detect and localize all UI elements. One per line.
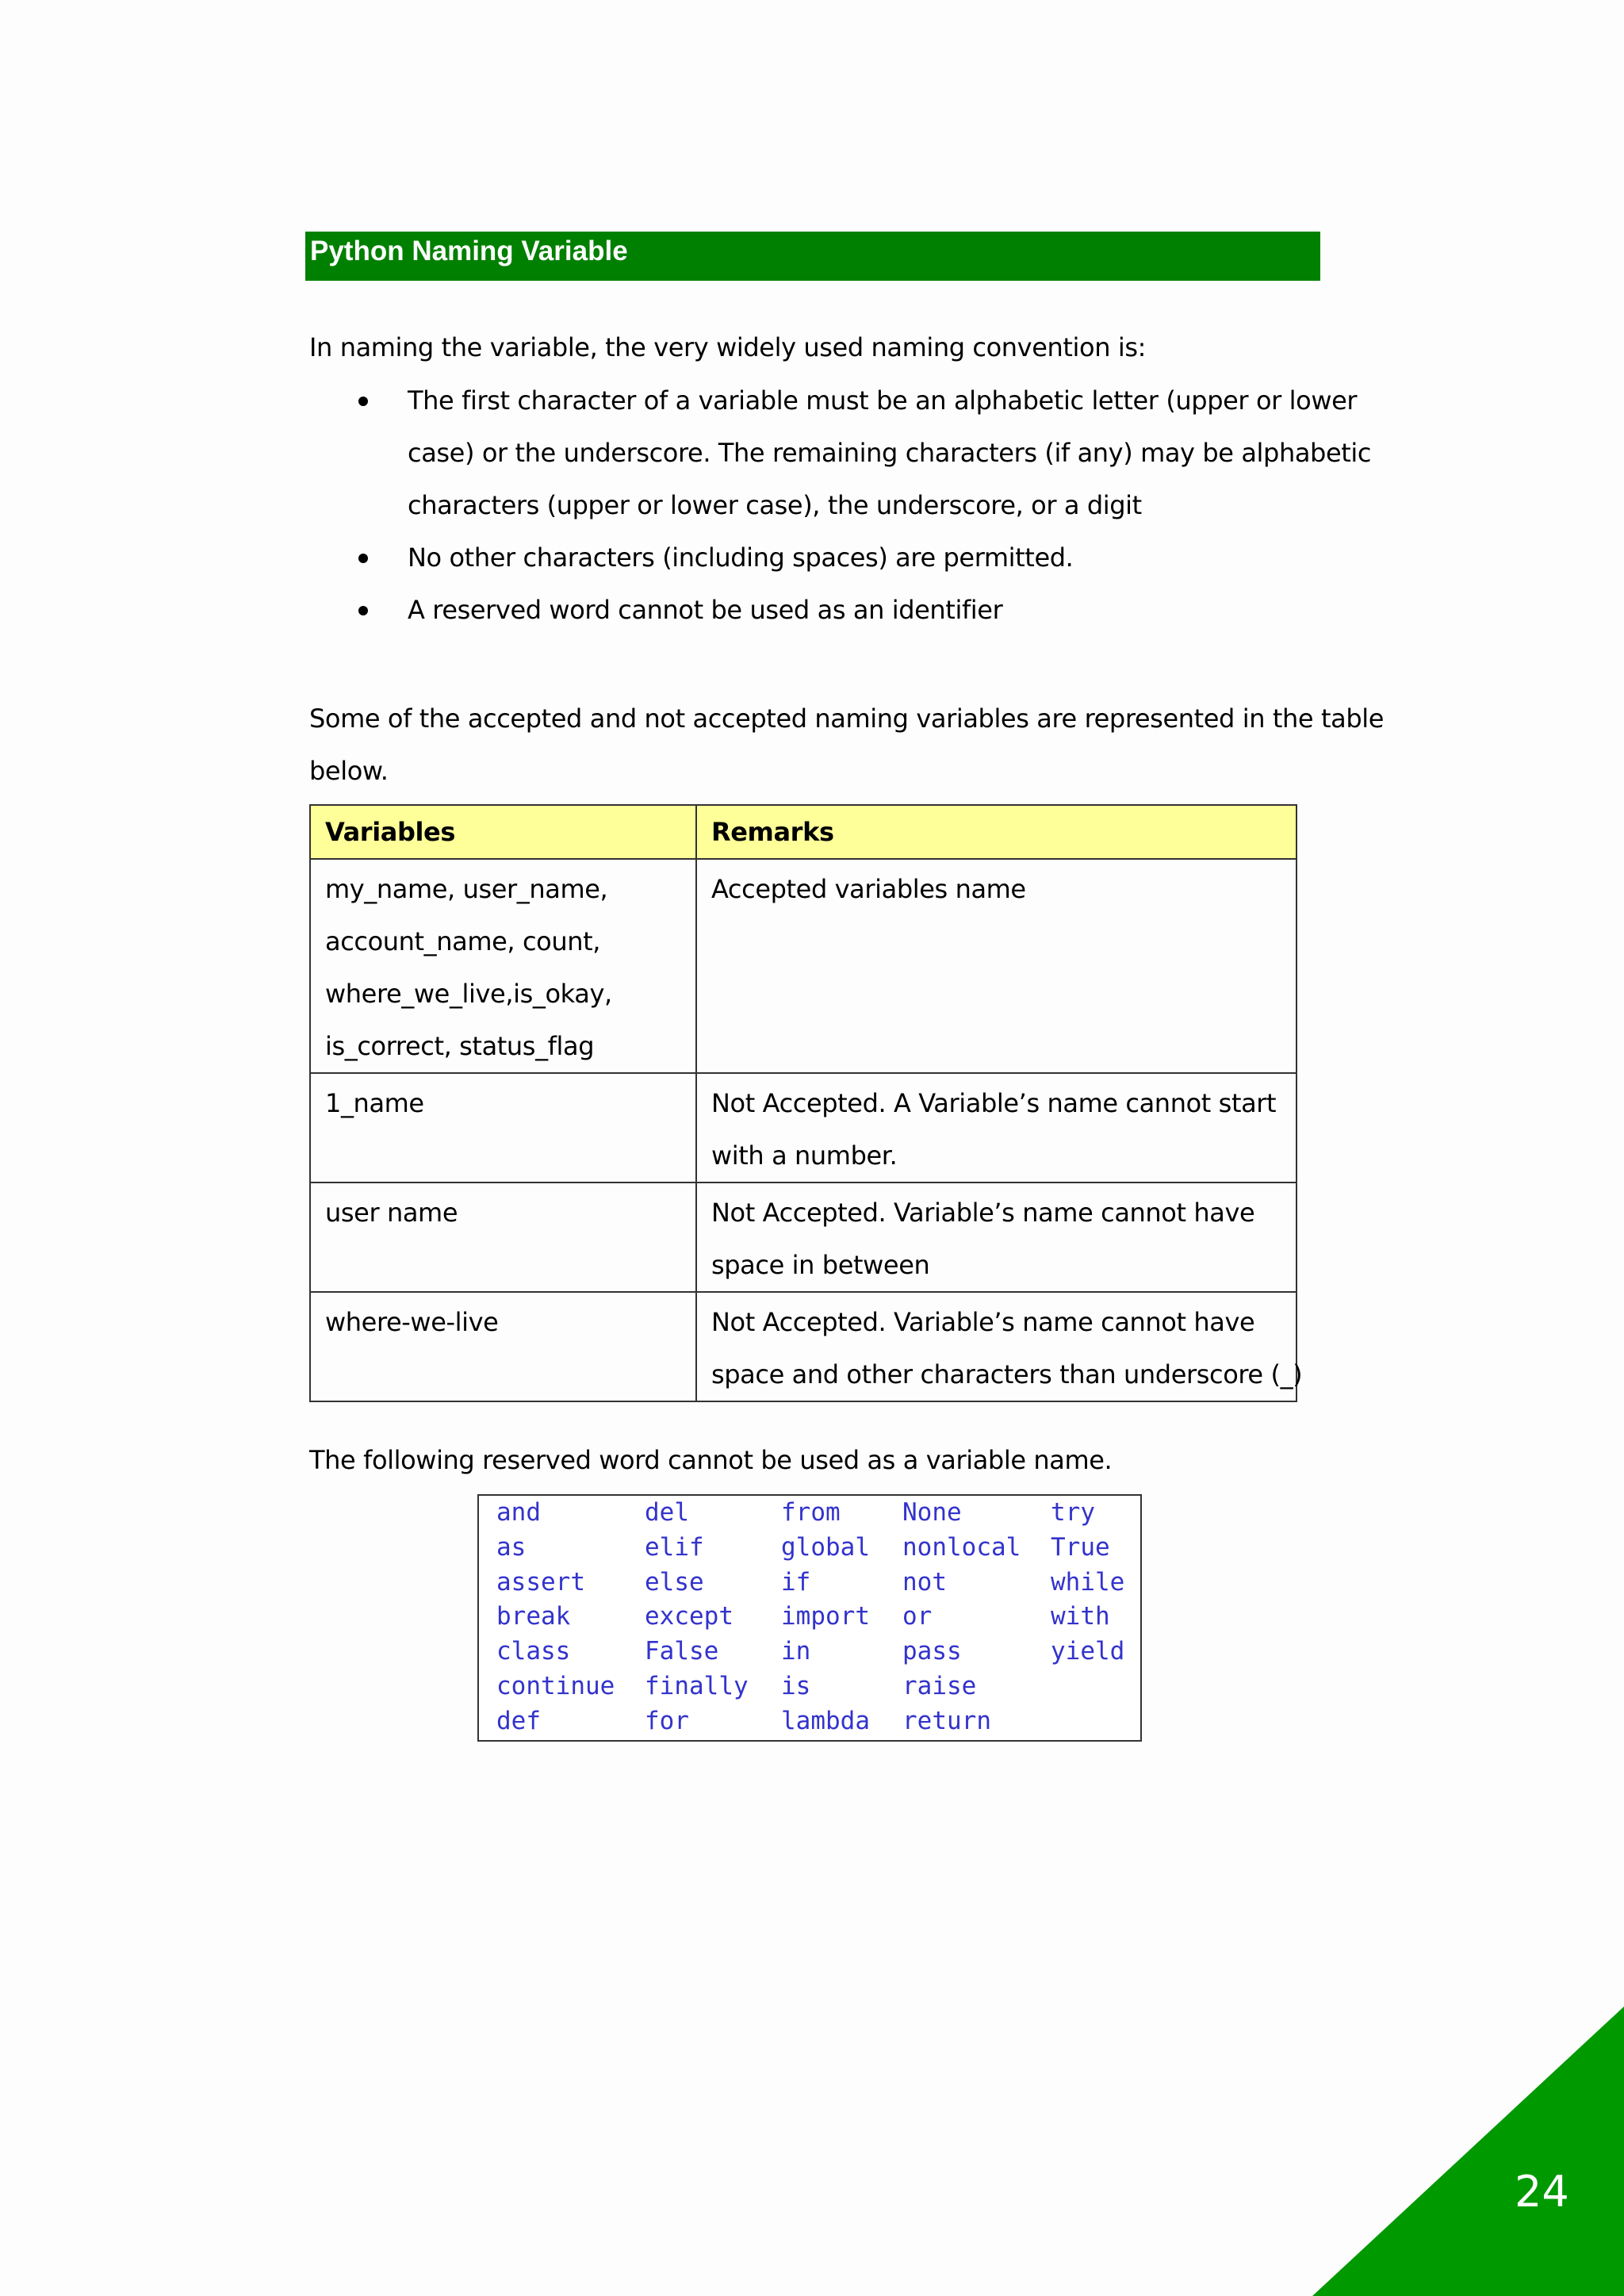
keyword: False bbox=[645, 1637, 719, 1666]
keyword: as bbox=[496, 1532, 527, 1562]
keyword: for bbox=[645, 1706, 689, 1735]
cell-line: 1_name bbox=[325, 1088, 424, 1118]
column-header-remarks: Remarks bbox=[696, 805, 1297, 859]
cell-line: Not Accepted. A Variable’s name cannot start bbox=[711, 1088, 1277, 1118]
variables-cell bbox=[310, 859, 696, 1073]
keyword: and bbox=[496, 1498, 541, 1527]
remarks-cell bbox=[696, 1182, 1297, 1292]
list-item bbox=[309, 374, 1372, 531]
table-intro-line-2: below. bbox=[309, 756, 389, 786]
keyword: with bbox=[1051, 1602, 1110, 1631]
keyword: import bbox=[781, 1602, 870, 1631]
bullet-icon bbox=[358, 554, 368, 563]
keyword: del bbox=[645, 1498, 689, 1527]
list-item-line: The first character of a variable must be an alphabetic letter (upper or lower bbox=[408, 385, 1358, 416]
keyword: def bbox=[496, 1706, 541, 1735]
remarks-cell bbox=[696, 1073, 1297, 1182]
naming-rules-list bbox=[309, 374, 1372, 636]
table-header-row bbox=[310, 805, 1297, 859]
cell-line: Not Accepted. Variable’s name cannot have bbox=[711, 1198, 1255, 1228]
cell-line: with a number. bbox=[711, 1140, 898, 1171]
reserved-words-box bbox=[477, 1494, 1142, 1742]
list-item-line: case) or the underscore. The remaining characters (if any) may be alphabetic bbox=[408, 438, 1372, 468]
keyword: class bbox=[496, 1637, 571, 1666]
keyword-column bbox=[902, 1496, 1021, 1739]
cell-line: space in between bbox=[711, 1250, 930, 1280]
bullet-icon bbox=[358, 397, 368, 406]
keyword: is bbox=[781, 1671, 811, 1700]
cell-line: Accepted variables name bbox=[711, 874, 1026, 904]
cell-line: Not Accepted. Variable’s name cannot have bbox=[711, 1307, 1255, 1337]
list-item bbox=[309, 531, 1324, 584]
keyword: elif bbox=[645, 1532, 704, 1562]
keyword: continue bbox=[496, 1671, 615, 1700]
keyword-column bbox=[1051, 1496, 1124, 1669]
keyword: not bbox=[902, 1567, 947, 1596]
variables-cell bbox=[310, 1292, 696, 1401]
cell-line: account_name, count, bbox=[325, 926, 601, 956]
keyword: assert bbox=[496, 1567, 585, 1596]
keyword: lambda bbox=[781, 1706, 870, 1735]
keyword: else bbox=[645, 1567, 704, 1596]
table-intro-line-1: Some of the accepted and not accepted naming variables are represented in the table bbox=[309, 703, 1385, 734]
keyword: in bbox=[781, 1637, 811, 1666]
keyword-column bbox=[781, 1496, 870, 1739]
keyword-column bbox=[645, 1496, 749, 1739]
cell-line: where_we_live,is_okay, bbox=[325, 979, 612, 1009]
list-item-line: A reserved word cannot be used as an identifier bbox=[408, 595, 1003, 625]
intro-paragraph: In naming the variable, the very widely used naming convention is: bbox=[309, 332, 1146, 362]
keyword: yield bbox=[1051, 1637, 1125, 1666]
cell-line: space and other characters than underscore (_) bbox=[711, 1359, 1303, 1389]
variables-cell bbox=[310, 1182, 696, 1292]
keyword: return bbox=[902, 1706, 991, 1735]
column-header-variables: Variables bbox=[310, 805, 696, 859]
keyword: nonlocal bbox=[902, 1532, 1021, 1562]
table-row bbox=[310, 859, 1297, 1073]
list-item bbox=[309, 584, 1324, 636]
keyword: raise bbox=[902, 1671, 977, 1700]
keyword: global bbox=[781, 1532, 870, 1562]
keyword: break bbox=[496, 1602, 571, 1631]
naming-variables-table bbox=[309, 804, 1303, 1402]
table-row bbox=[310, 1292, 1297, 1401]
table-row bbox=[310, 1182, 1297, 1292]
bullet-icon bbox=[358, 606, 368, 615]
keyword: finally bbox=[645, 1671, 749, 1700]
section-heading-bar bbox=[305, 232, 1320, 281]
cell-line: my_name, user_name, bbox=[325, 874, 608, 904]
keyword-column bbox=[496, 1496, 615, 1739]
keyword: except bbox=[645, 1602, 733, 1631]
cell-line: is_correct, status_flag bbox=[325, 1031, 595, 1061]
list-item-line: characters (upper or lower case), the underscore, or a digit bbox=[408, 490, 1142, 520]
keyword: from bbox=[781, 1498, 841, 1527]
section-title: Python Naming Variable bbox=[310, 236, 628, 266]
page-corner-decoration bbox=[1312, 2007, 1624, 2296]
remarks-cell bbox=[696, 859, 1297, 1073]
cell-line: where-we-live bbox=[325, 1307, 499, 1337]
page-number: 24 bbox=[1515, 2167, 1569, 2217]
keyword: None bbox=[902, 1498, 962, 1527]
keyword: True bbox=[1051, 1532, 1110, 1562]
table-row bbox=[310, 1073, 1297, 1182]
keyword: while bbox=[1051, 1567, 1125, 1596]
list-item-line: No other characters (including spaces) are permitted. bbox=[408, 542, 1074, 573]
keyword: if bbox=[781, 1567, 811, 1596]
keyword: try bbox=[1051, 1498, 1095, 1527]
reserved-words-intro: The following reserved word cannot be used as a variable name. bbox=[309, 1445, 1113, 1475]
keyword: pass bbox=[902, 1637, 962, 1666]
remarks-cell bbox=[696, 1292, 1303, 1401]
keyword: or bbox=[902, 1602, 933, 1631]
cell-line: user name bbox=[325, 1198, 458, 1228]
variables-cell bbox=[310, 1073, 696, 1182]
